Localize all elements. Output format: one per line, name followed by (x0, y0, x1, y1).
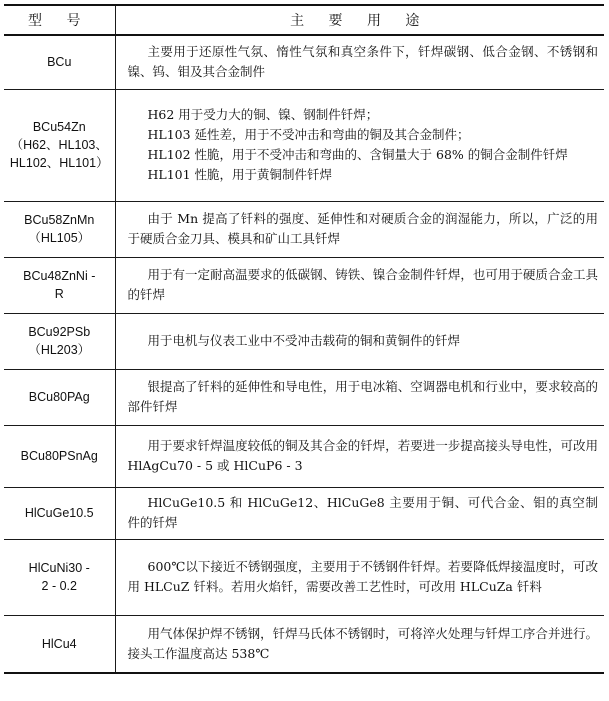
model-name: R (54, 287, 64, 301)
table-row (4, 369, 604, 425)
model-cell (4, 35, 115, 89)
usage-cell (115, 313, 604, 369)
usage-text: 主要用于还原性气氛、惰性气氛和真空条件下，钎焊碳钢、低合金钢、不锈钢和镍、钨、钼及其合金制件 (127, 44, 598, 80)
table-row (4, 539, 604, 615)
model-name: 2 - 0.2 (41, 579, 77, 593)
table-header (4, 5, 604, 35)
usage-text: 600℃以下接近不锈钢强度，主要用于不锈钢件钎焊。若要降低焊接温度时，可改用 HLCuZ 钎料。若用火焰钎，需要改善工艺性时，可改用 HLCuZa 钎料 (127, 559, 598, 594)
usage-text: HL103 延性差，用于不受冲击和弯曲的铜及其合金制件； (147, 127, 470, 142)
usage-cell (115, 257, 604, 313)
model-name: HlCuNi30 - (28, 561, 90, 575)
header-row (4, 5, 604, 35)
model-name: BCu48ZnNi - (23, 269, 96, 283)
brazing-filler-table (4, 4, 604, 674)
usage-cell (115, 539, 604, 615)
table-row (4, 35, 604, 89)
usage-text: HlCuGe10.5 和 HlCuGe12、HlCuGe8 主要用于铜、可代合金、钼的真空制件的钎焊 (127, 495, 598, 530)
usage-cell (115, 369, 604, 425)
table-row (4, 425, 604, 487)
table-row (4, 257, 604, 313)
usage-cell (115, 35, 604, 89)
model-name: BCu92PSb (28, 325, 91, 339)
model-name: BCu80PAg (28, 390, 90, 404)
model-name: BCu54Zn (32, 120, 86, 134)
model-cell (4, 425, 115, 487)
model-name: BCu80PSnAg (20, 449, 98, 463)
usage-text: 用气体保护焊不锈钢，钎焊马氏体不锈钢时，可将淬火处理与钎焊工序合并进行。接头工作温度高达 538℃ (127, 625, 598, 661)
usage-text: 由于 Mn 提高了钎料的强度、延伸性和对硬质合金的润湿能力，所以，广泛的用于硬质合金刀具、模具和矿山工具钎焊 (127, 211, 598, 246)
usage-text: 用于要求钎焊温度较低的铜及其合金的钎焊，若要进一步提高接头导电性，可改用 HlAgCu70 - 5 或 HlCuP6 - 3 (127, 438, 598, 473)
usage-cell (115, 615, 604, 673)
header-model: 型 号 (4, 5, 115, 35)
usage-text: 用于电机与仪表工业中不受冲击载荷的铜和黄铜件的钎焊 (147, 333, 461, 348)
usage-text: 用于有一定耐高温要求的低碳钢、铸铁、镍合金制件钎焊，也可用于硬质合金工具的钎焊 (127, 267, 598, 302)
usage-text: HL102 性脆，用于不受冲击和弯曲的、含铜量大于 68% 的铜合金制件钎焊 (147, 147, 568, 162)
model-name: HL102、HL101） (9, 156, 109, 170)
table-body (4, 35, 604, 673)
model-cell (4, 313, 115, 369)
header-usage: 主 要 用 途 (115, 5, 604, 35)
table-row (4, 615, 604, 673)
table-row (4, 313, 604, 369)
usage-text: H62 用于受力大的铜、镍、钢制件钎焊； (147, 107, 379, 122)
usage-text: 银提高了钎料的延伸性和导电性，用于电冰箱、空调器电机和行业中，要求较高的部件钎焊 (127, 379, 598, 414)
model-cell (4, 539, 115, 615)
model-name: （H62、HL103、 (10, 138, 108, 152)
usage-cell (115, 487, 604, 539)
model-name: （HL105） (28, 231, 91, 245)
usage-cell (115, 425, 604, 487)
model-name: （HL203） (28, 343, 91, 357)
table-row (4, 89, 604, 201)
model-cell (4, 257, 115, 313)
table-row (4, 487, 604, 539)
model-name: HlCu4 (41, 636, 77, 651)
model-name: BCu58ZnMn (24, 213, 95, 227)
table-row (4, 201, 604, 257)
model-cell (4, 615, 115, 673)
model-cell (4, 201, 115, 257)
usage-cell (115, 201, 604, 257)
usage-text: HL101 性脆，用于黄铜制件钎焊 (147, 167, 333, 182)
model-cell (4, 89, 115, 201)
usage-cell (115, 89, 604, 201)
model-cell (4, 487, 115, 539)
model-name: HlCuGe10.5 (24, 506, 94, 520)
model-cell (4, 369, 115, 425)
model-name: BCu (47, 55, 72, 70)
